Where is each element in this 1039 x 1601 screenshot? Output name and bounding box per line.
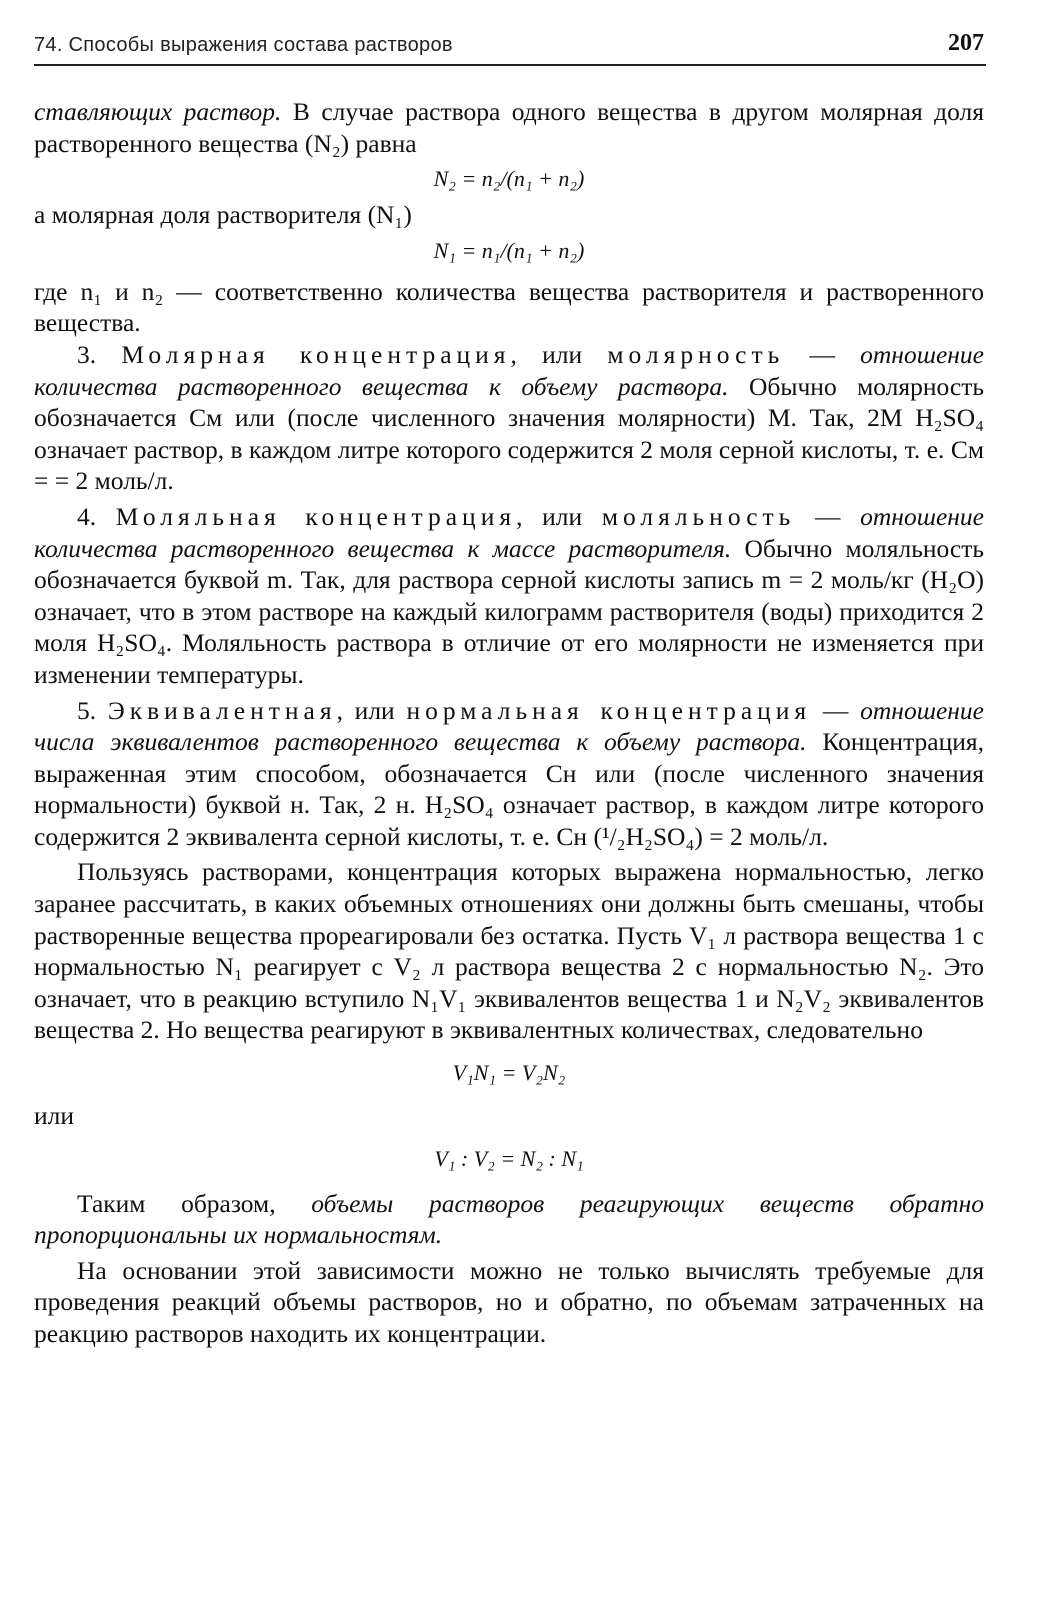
item-5-dash: — (811, 695, 861, 725)
item-3-molarity (34, 339, 984, 497)
item-5-number: 5. (77, 695, 108, 725)
conclusion-paragraph (34, 1188, 984, 1251)
page-body (34, 96, 984, 1350)
conclusion-italic: объемы растворов реагирующих веществ обратно пропорциональны их нормальностям. (34, 1188, 984, 1250)
formula-n2: N₂ = n₂/(n₁ + n₂) (433, 166, 585, 192)
item-5-normality (34, 695, 984, 853)
item-3-term: Молярная концентрация (121, 339, 511, 369)
item-4-number: 4. (77, 501, 116, 531)
intro-italic: ставляющих раствор. (34, 97, 282, 126)
item-5-text: Концентрация, выраженная этим способом, обозначается Cн или (после численного значения нормальности) буквой н. Так, 2 н. H₂SO₄ означает раствор, в каждом литре которого содержится 2 эквивалента серной кислоты, т. е. Cн (¹/₂H₂SO₄) = 2 моль/л. (34, 727, 985, 851)
page-number: 207 (948, 30, 984, 56)
formula-ratio: V₁ : V₂ = N₂ : N₁ (434, 1145, 584, 1171)
running-title: 74. Способы выражения состава растворов (34, 34, 453, 56)
conclusion-start: Таким образом, (77, 1188, 312, 1218)
item-3-definition: отношение количества растворенного вещества к объему раствора. (34, 339, 984, 401)
formula-v1n1: V₁N₁ = V₂N₂ (452, 1060, 566, 1086)
item-3-term2: молярность (607, 339, 785, 369)
item-3-dash: — (784, 339, 861, 369)
item-4-or: , или (516, 501, 602, 531)
item-3-or: , или (510, 339, 608, 369)
or-word: или (34, 1101, 75, 1131)
item-3-text: Обычно молярность обозначается Cм или (после численного значения молярности) M. Так, 2M H₂SO₄ означает раствор, в каждом литре которого содержится 2 моля серной кислоты, т. е. Cм = = 2 моль/л. (34, 371, 985, 496)
item-5-term: Эквивалентная (107, 695, 337, 725)
item-4-molality (34, 501, 984, 691)
item-4-definition: отношение количества растворенного вещества к массе растворителя. (34, 501, 984, 563)
item-4-text: Обычно моляльность обозначается буквой m. Так, для раствора серной кислоты запись m = 2 моль/кг (H₂O) означает, что в этом растворе на каждый килограмм растворителя (воды) приходится 2 моля H₂SO₄. Моляльность раствора в отличие от его молярности не изменяется при изменении температуры. (34, 533, 984, 689)
item-4-term2: моляльность (601, 501, 796, 531)
solvent-line: а молярная доля растворителя (N₁) (34, 200, 412, 230)
formula-n1: N₁ = n₁/(n₁ + n₂) (433, 237, 585, 263)
item-5-definition: отношение числа эквивалентов растворенного вещества к объему раствора. (34, 695, 984, 757)
item-5-term2: нормальная концентрация (406, 695, 812, 725)
final-paragraph: На основании этой зависимости можно не только вычислять требуемые для проведения реакций объемы растворов, но и обратно, по объемам затраченных на реакцию растворов находить их концентрации. (34, 1255, 984, 1348)
item-4-term: Моляльная концентрация (115, 501, 517, 531)
item-4-dash: — (795, 501, 861, 531)
page-header (34, 30, 986, 66)
where-paragraph: где n₁ и n₂ — соответственно количества вещества растворителя и растворенного вещества. (34, 276, 984, 338)
intro-paragraph (34, 96, 984, 159)
normality-paragraph: Пользуясь растворами, концентрация которых выражена нормальностью, легко заранее рассчитать, в каких объемных отношениях они должны быть смешаны, чтобы растворенные вещества прореагировали без остатка. Пусть V₁ л раствора вещества 1 с нормальностью N₁ реагирует с V₂ л раствора вещества 2 с нормальностью N₂. Это означает, что в реакцию вступило N₁V₁ эквивалентов вещества 1 и N₂V₂ эквивалентов вещества 2. Но вещества реагируют в эквивалентных количествах, следовательно (34, 857, 984, 1045)
item-5-or: , или (336, 695, 407, 725)
item-3-number: 3. (77, 339, 122, 369)
intro-text: В случае раствора одного вещества в другом молярная доля растворенного вещества (N₂) равна (34, 97, 984, 158)
